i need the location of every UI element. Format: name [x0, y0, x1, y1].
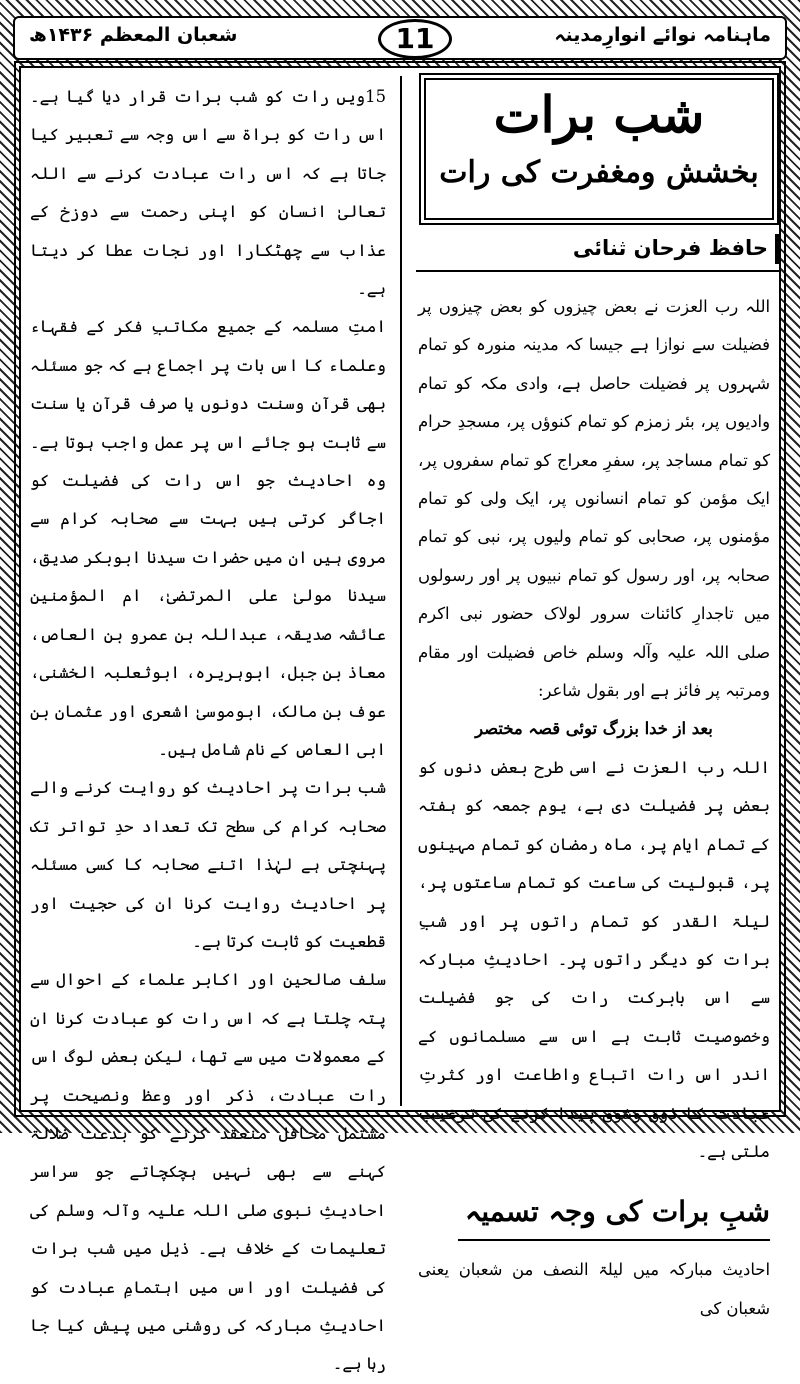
article-subtitle: بخشش ومغفرت کی رات [439, 155, 759, 190]
left-column [30, 78, 386, 1384]
paragraph: 15ویں رات کو شب برات قرار دیا گیا ہے۔ اس رات کو براۃ سے اس وجہ سے تعبیر کیا جاتا ہے کہ اس رات عبادت کرنے سے اللہ تعالیٰ انسان کو اپنی رحمت سے دوزخ کے عذاب سے چھٹکارا اور نجات عطا کر دیتا ہے۔ [30, 87, 386, 299]
poetry-verse: بعد از خدا بزرگ توئی قصہ مختصر [475, 719, 713, 739]
column-divider [400, 76, 402, 1106]
paragraph: احادیث مبارکہ میں لیلۃ النصف من شعبان یعنی شعبان کی [418, 1260, 770, 1318]
section-heading: شبِ برات کی وجہ تسمیہ [458, 1185, 770, 1241]
paragraph: اللہ رب العزت نے بعض چیزوں کو بعض چیزوں پر فضیلت سے نوازا ہے جیسا کہ مدینہ منورہ کو تمام شہروں پر فضیلت حاصل ہے، وادی مکہ کو تمام وادیوں پر، بئر زمزم کو تمام کنوؤں پر، مسجدِ حرام کو تمام مساجد پر، سفرِ معراج کو تمام سفروں پر، ایک مؤمن کو تمام انسانوں پر، ایک ولی کو تمام مؤمنوں پر، صحابی کو تمام ولیوں پر، نبی کو تمام صحابہ پر، اور رسول کو تمام نبیوں پر اور رسولوں میں تاجدارِ کائنات سرور لولاک حضور نبی اکرم صلی اللہ علیہ وآلہ وسلم خاص فضیلت اور مقام ومرتبہ پر فائز ہے اور بقول شاعر: [418, 297, 770, 701]
right-column [418, 288, 770, 1328]
page-number: 11 [378, 19, 452, 59]
magazine-name: ماہنامہ نوائے انوارِمدینہ [554, 24, 771, 46]
article-title-box [424, 78, 774, 220]
paragraph: شب برات پر احادیث کو روایت کرنے والے صحابہ کرام کی سطح تک تعداد حدِ تواتر تک پہنچتی ہے لہٰذا اتنے صحابہ کا کسی مسئلہ پر احادیث روایت کرنا ان کی حجیت اور قطعیت کو ثابت کرتا ہے۔ [30, 778, 386, 951]
article-title: شب برات [493, 85, 705, 144]
paragraph: امتِ مسلمہ کے جمیع مکاتبِ فکر کے فقہاء وعلماء کا اس بات پر اجماع ہے کہ جو مسئلہ بھی قرآن وسنت دونوں یا صرف قرآن یا سنت سے ثابت ہو جائے اس پر عمل واجب ہوتا ہے۔ وہ احادیث جو اس رات کی فضیلت کو اجاگر کرتی ہیں بہت سے صحابہ کرام سے مروی ہیں ان میں حضرات سیدنا ابوبکر صدیق، سیدنا مولیٰ علی المرتضیٰ، ام المؤمنین عائشہ صدیقہ، عبداللہ بن عمرو بن العاص، معاذ بن جبل، ابوہریرہ، ابوثعلبہ الخشنی، عوف بن مالک، ابوموسیٰ اشعری اور عثمان بن ابی العاص کے نام شامل ہیں۔ [30, 317, 386, 759]
paragraph: سلف صالحین اور اکابر علماء کے احوال سے پتہ چلتا ہے کہ اس رات کو عبادت کرنا ان کے معمولات میں سے تھا، لیکن بعض لوگ اس رات عبادت، ذکر اور وعظ ونصیحت پر مشتمل محافل منعقد کرنے کو بدعت ضلالۃ کہنے سے بھی نہیں ہچکچاتے جو سراسر احادیثِ نبوی صلی اللہ علیہ وآلہ وسلم کی تعلیمات کے خلاف ہے۔ ذیل میں شب برات کی فضیلت اور اس میں اہتمامِ عبادت کو احادیثِ مبارکہ کی روشنی میں پیش کیا جا رہا ہے۔ [30, 970, 386, 1374]
author-name: حافظ فرحان ثنائی [416, 228, 780, 272]
paragraph: اللہ رب العزت نے اسی طرح بعض دنوں کو بعض پر فضیلت دی ہے، یوم جمعہ کو ہفتہ کے تمام ایام پر، ماہ رمضان کو تمام مہینوں پر، قبولیت کی ساعت کو تمام ساعتوں پر، لیلۃ القدر کو تمام راتوں پر اور شبِ برات کو دیگر راتوں پر۔ احادیثِ مبارکہ سے اس بابرکت رات کی جو فضیلت وخصوصیت ثابت ہے اس سے مسلمانوں کے اندر اس رات اتباع واطاعت اور کثرتِ عبادت کا ذوق وشوق پیدا کرنے کی ترغیب ملتی ہے۔ [418, 757, 770, 1161]
page-header [13, 16, 787, 60]
issue-date: شعبان المعظم ۱۴۳۶ھ [29, 24, 238, 46]
